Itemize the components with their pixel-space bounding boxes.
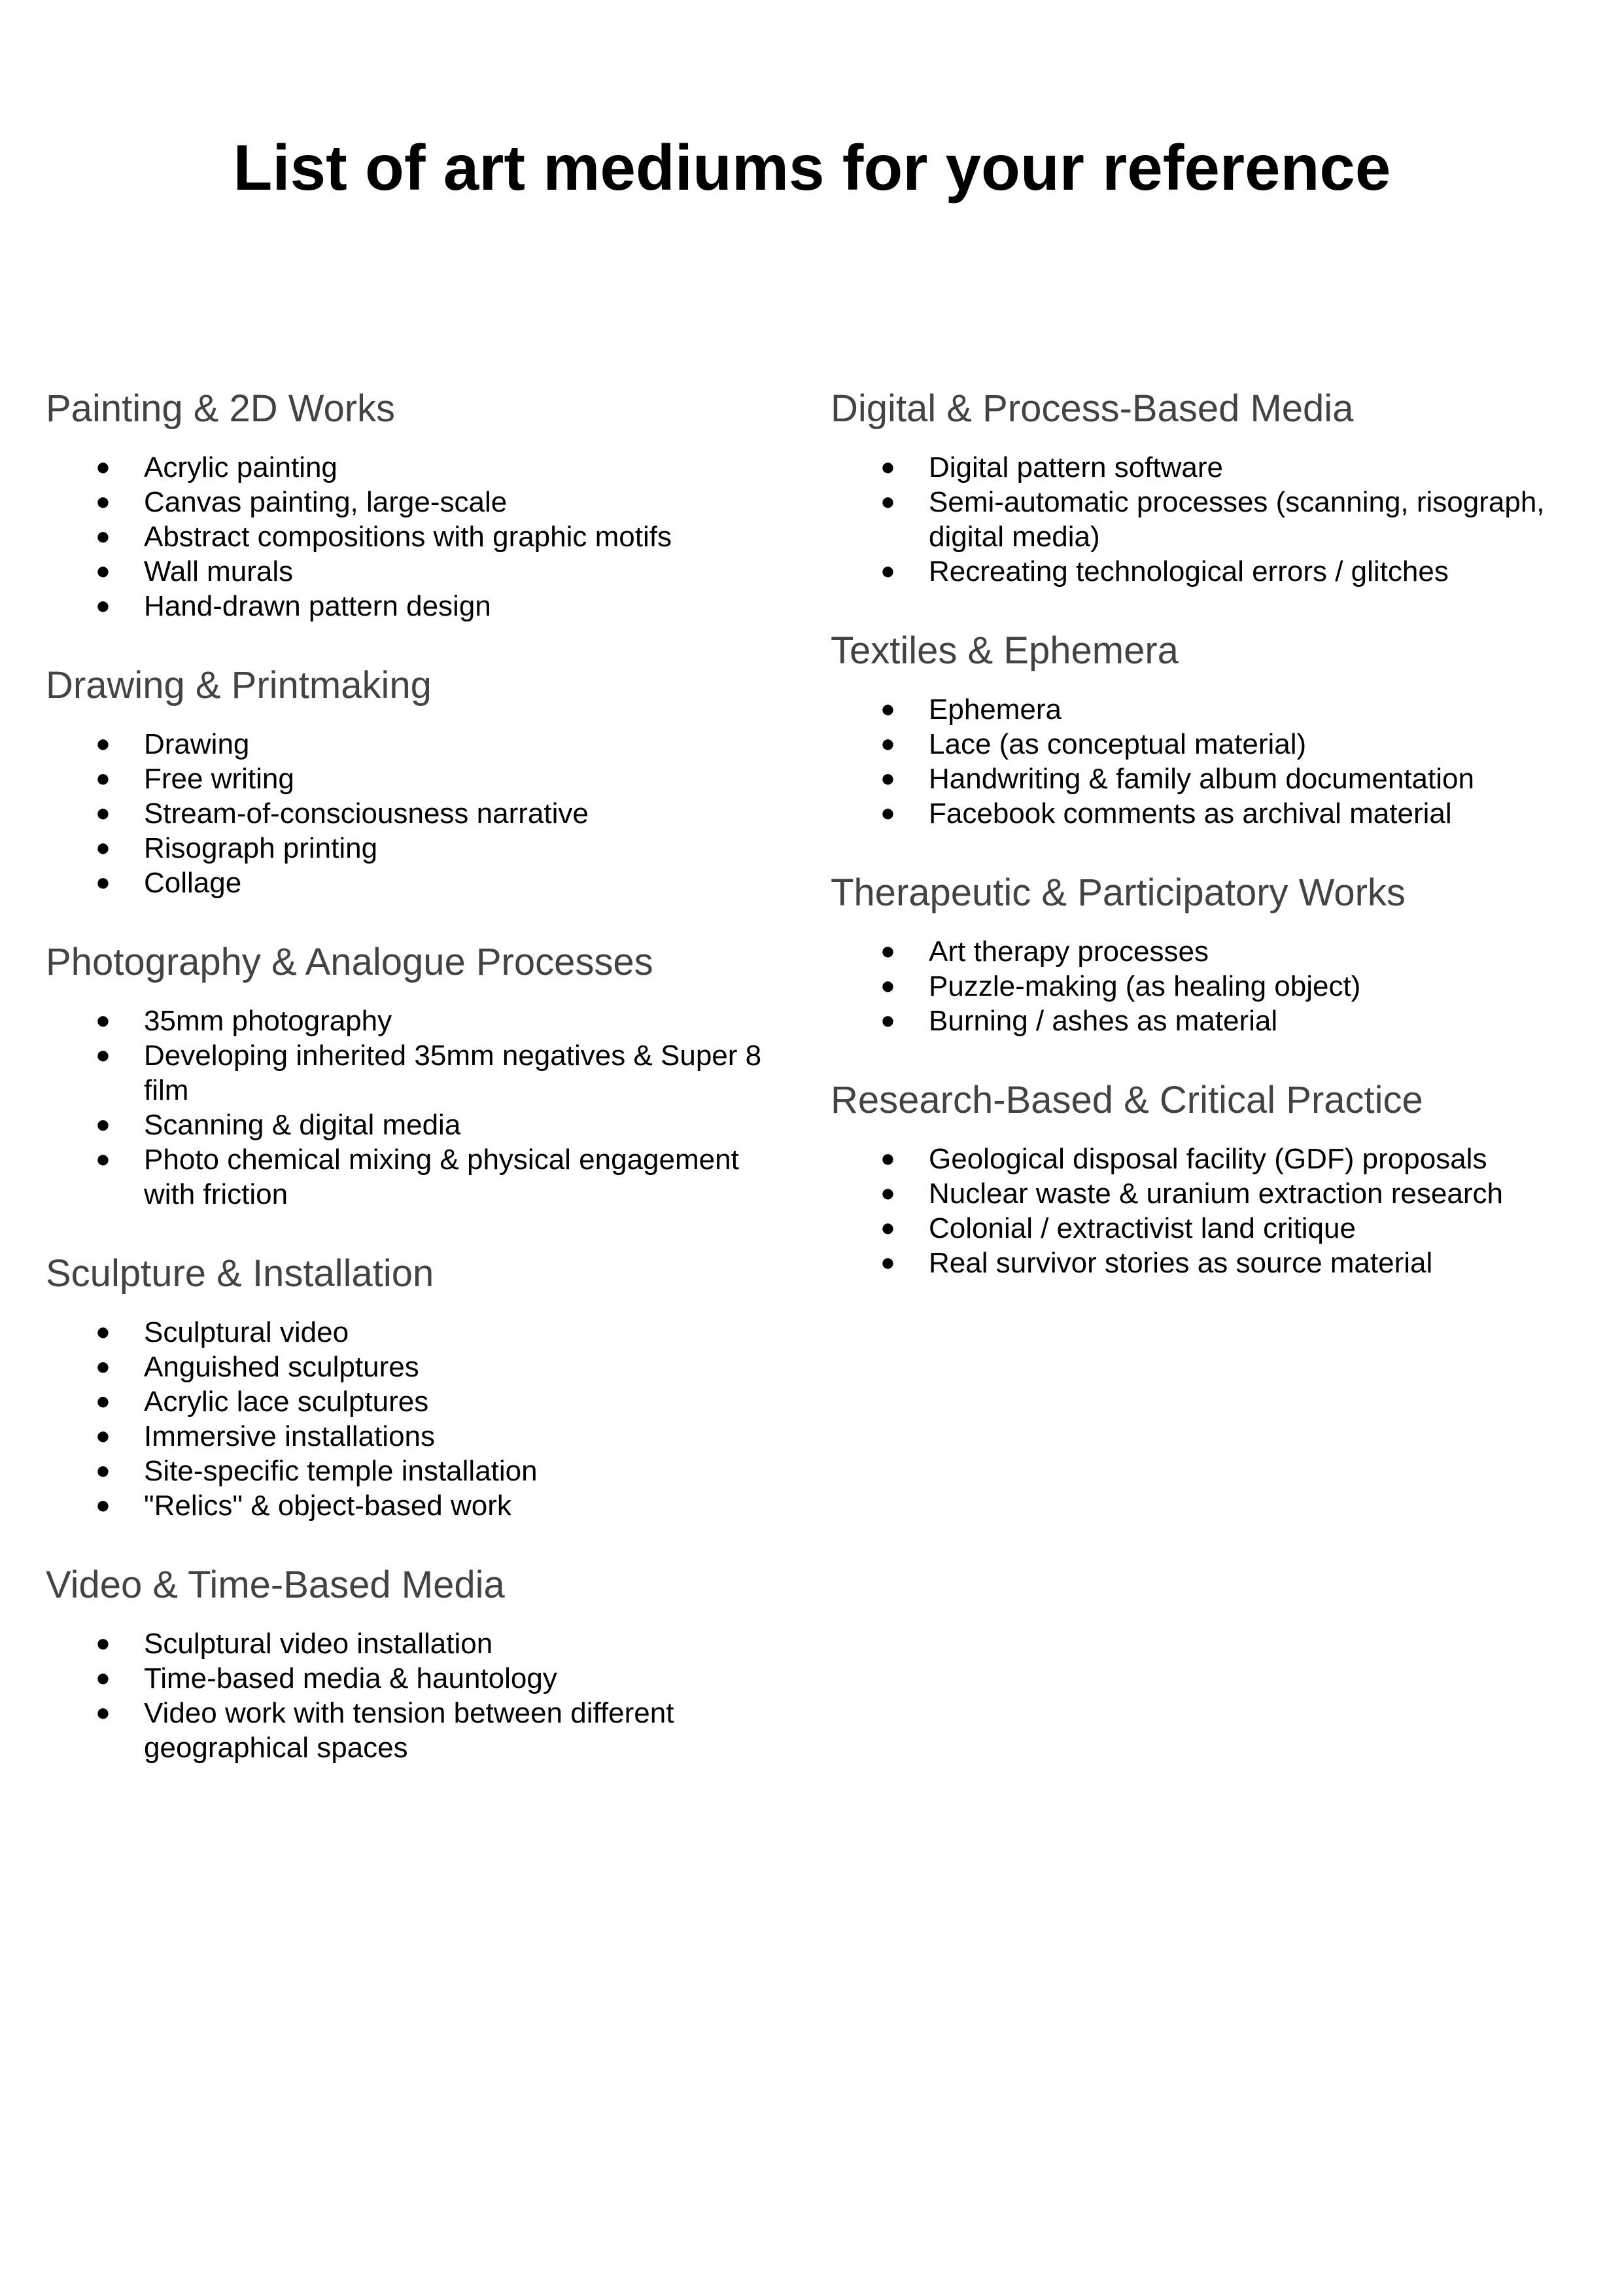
- list-item: [46, 519, 798, 554]
- list-item-text: Geological disposal facility (GDF) proposals: [929, 1143, 1487, 1175]
- bullet-icon: ●: [95, 1422, 111, 1450]
- list-item: [831, 762, 1602, 796]
- list-item: [831, 1142, 1602, 1176]
- section-heading: Drawing & Printmaking: [46, 664, 432, 707]
- bullet-icon: ●: [95, 1492, 111, 1519]
- bullet-icon: ●: [95, 765, 111, 792]
- section-research-based-critical-practice: [831, 1077, 1602, 1280]
- bullet-icon: ●: [95, 730, 111, 758]
- list-item-text: Nuclear waste & uranium extraction research: [929, 1178, 1503, 1210]
- bullet-icon: ●: [95, 1007, 111, 1034]
- list-item: [831, 692, 1602, 727]
- bullet-list: [46, 1004, 798, 1212]
- bullet-icon: ●: [95, 1457, 111, 1484]
- list-item: [46, 589, 798, 623]
- bullet-icon: ●: [95, 1699, 111, 1726]
- list-item: [46, 762, 798, 796]
- list-item-text: Drawing: [144, 728, 250, 760]
- list-item: [831, 969, 1602, 1004]
- section-heading: Therapeutic & Participatory Works: [831, 871, 1406, 914]
- section-digital-process-based-media: [831, 386, 1602, 589]
- list-item: [831, 1246, 1602, 1280]
- list-item: [46, 450, 798, 485]
- section-photography-analogue-processes: [46, 939, 798, 1212]
- list-item-text: Photo chemical mixing & physical engagement with friction: [144, 1144, 739, 1210]
- list-item: [46, 1384, 798, 1419]
- section-heading: Research-Based & Critical Practice: [831, 1079, 1423, 1121]
- list-item-text: Real survivor stories as source material: [929, 1247, 1433, 1279]
- list-item: [46, 1108, 798, 1142]
- bullet-list: [831, 934, 1602, 1038]
- list-item: [46, 1419, 798, 1454]
- list-item-text: Developing inherited 35mm negatives & Super 8 film: [144, 1040, 762, 1106]
- list-item: [831, 727, 1602, 762]
- list-item: [46, 1038, 798, 1108]
- list-item: [46, 1004, 798, 1038]
- list-item-text: Facebook comments as archival material: [929, 797, 1452, 830]
- list-item-text: "Relics" & object-based work: [144, 1490, 511, 1522]
- list-item: [46, 1488, 798, 1523]
- bullet-icon: ●: [95, 488, 111, 516]
- list-item: [46, 485, 798, 519]
- list-item-text: Anguished sculptures: [144, 1351, 419, 1383]
- list-item-text: Stream-of-consciousness narrative: [144, 797, 589, 830]
- bullet-icon: ●: [880, 488, 895, 516]
- bullet-icon: ●: [95, 1111, 111, 1138]
- list-item: [46, 866, 798, 900]
- list-item-text: Art therapy processes: [929, 936, 1209, 968]
- list-item: [46, 1696, 798, 1765]
- list-item-text: Puzzle-making (as healing object): [929, 970, 1361, 1002]
- list-item-text: Hand-drawn pattern design: [144, 590, 491, 622]
- bullet-icon: ●: [880, 557, 895, 585]
- bullet-icon: ●: [880, 972, 895, 1000]
- list-item: [46, 727, 798, 762]
- list-item: [831, 450, 1602, 485]
- section-heading: Photography & Analogue Processes: [46, 941, 653, 983]
- bullet-list: [46, 450, 798, 623]
- list-item-text: Site-specific temple installation: [144, 1455, 538, 1487]
- bullet-icon: ●: [95, 799, 111, 827]
- list-item: [46, 554, 798, 589]
- bullet-list: [46, 727, 798, 900]
- list-item: [46, 796, 798, 831]
- list-item: [831, 1004, 1602, 1038]
- list-item-text: Ephemera: [929, 693, 1062, 726]
- bullet-icon: ●: [880, 1214, 895, 1242]
- bullet-icon: ●: [95, 1318, 111, 1346]
- list-item: [831, 1211, 1602, 1246]
- list-item-text: Collage: [144, 867, 242, 899]
- list-item-text: Handwriting & family album documentation: [929, 763, 1474, 795]
- list-item-text: Abstract compositions with graphic motifs: [144, 521, 672, 553]
- list-item-text: Immersive installations: [144, 1420, 436, 1452]
- list-item: [831, 796, 1602, 831]
- bullet-list: [831, 1142, 1602, 1280]
- bullet-icon: ●: [95, 1630, 111, 1657]
- section-drawing-printmaking: [46, 663, 798, 900]
- section-heading: Digital & Process-Based Media: [831, 387, 1354, 430]
- list-item-text: Video work with tension between different geographical spaces: [144, 1697, 674, 1764]
- bullet-list: [46, 1626, 798, 1765]
- list-item: [831, 554, 1602, 589]
- list-item: [46, 1315, 798, 1350]
- left-column: [46, 386, 798, 1804]
- bullet-icon: ●: [95, 453, 111, 481]
- list-item-text: Risograph printing: [144, 832, 378, 864]
- list-item-text: Canvas painting, large-scale: [144, 486, 508, 518]
- bullet-icon: ●: [95, 1042, 111, 1069]
- bullet-icon: ●: [880, 1007, 895, 1034]
- list-item-text: Semi-automatic processes (scanning, risograph, digital media): [929, 486, 1545, 553]
- list-item-text: Burning / ashes as material: [929, 1005, 1278, 1037]
- bullet-list: [831, 450, 1602, 589]
- section-sculpture-installation: [46, 1251, 798, 1523]
- bullet-icon: ●: [880, 730, 895, 758]
- list-item-text: 35mm photography: [144, 1005, 392, 1037]
- list-item: [46, 1350, 798, 1384]
- bullet-icon: ●: [95, 523, 111, 550]
- list-item-text: Sculptural video: [144, 1316, 349, 1348]
- page-title: List of art mediums for your reference: [233, 131, 1391, 203]
- list-item-text: Acrylic lace sculptures: [144, 1386, 429, 1418]
- bullet-list: [831, 692, 1602, 831]
- list-item-text: Wall murals: [144, 555, 294, 587]
- list-item-text: Recreating technological errors / glitches: [929, 555, 1449, 587]
- list-item-text: Time-based media & hauntology: [144, 1662, 557, 1694]
- bullet-icon: ●: [880, 1145, 895, 1172]
- section-painting-2d-works: [46, 386, 798, 623]
- section-therapeutic-participatory-works: [831, 870, 1602, 1038]
- bullet-list: [46, 1315, 798, 1523]
- section-heading: Video & Time-Based Media: [46, 1564, 505, 1606]
- bullet-icon: ●: [95, 834, 111, 862]
- list-item-text: Digital pattern software: [929, 451, 1223, 483]
- list-item: [46, 1142, 798, 1212]
- bullet-icon: ●: [95, 1353, 111, 1380]
- bullet-icon: ●: [95, 869, 111, 896]
- section-video-time-based-media: [46, 1562, 798, 1765]
- list-item-text: Scanning & digital media: [144, 1109, 461, 1141]
- list-item-text: Free writing: [144, 763, 294, 795]
- bullet-icon: ●: [95, 557, 111, 585]
- section-textiles-ephemera: [831, 628, 1602, 831]
- list-item: [831, 485, 1602, 554]
- list-item-text: Sculptural video installation: [144, 1628, 493, 1660]
- list-item: [46, 1626, 798, 1661]
- list-item-text: Colonial / extractivist land critique: [929, 1212, 1356, 1244]
- bullet-icon: ●: [880, 695, 895, 723]
- list-item: [831, 1176, 1602, 1211]
- bullet-icon: ●: [95, 1664, 111, 1692]
- right-column: [831, 386, 1602, 1320]
- bullet-icon: ●: [880, 799, 895, 827]
- bullet-icon: ●: [880, 765, 895, 792]
- bullet-icon: ●: [880, 937, 895, 965]
- bullet-icon: ●: [880, 453, 895, 481]
- section-heading: Textiles & Ephemera: [831, 629, 1179, 672]
- section-heading: Painting & 2D Works: [46, 387, 396, 430]
- list-item: [46, 1661, 798, 1696]
- list-item-text: Acrylic painting: [144, 451, 337, 483]
- bullet-icon: ●: [880, 1249, 895, 1276]
- list-item: [46, 831, 798, 866]
- bullet-icon: ●: [880, 1180, 895, 1207]
- section-heading: Sculpture & Installation: [46, 1252, 434, 1295]
- bullet-icon: ●: [95, 1388, 111, 1415]
- list-item: [831, 934, 1602, 969]
- list-item-text: Lace (as conceptual material): [929, 728, 1307, 760]
- bullet-icon: ●: [95, 1146, 111, 1173]
- list-item: [46, 1454, 798, 1488]
- bullet-icon: ●: [95, 592, 111, 620]
